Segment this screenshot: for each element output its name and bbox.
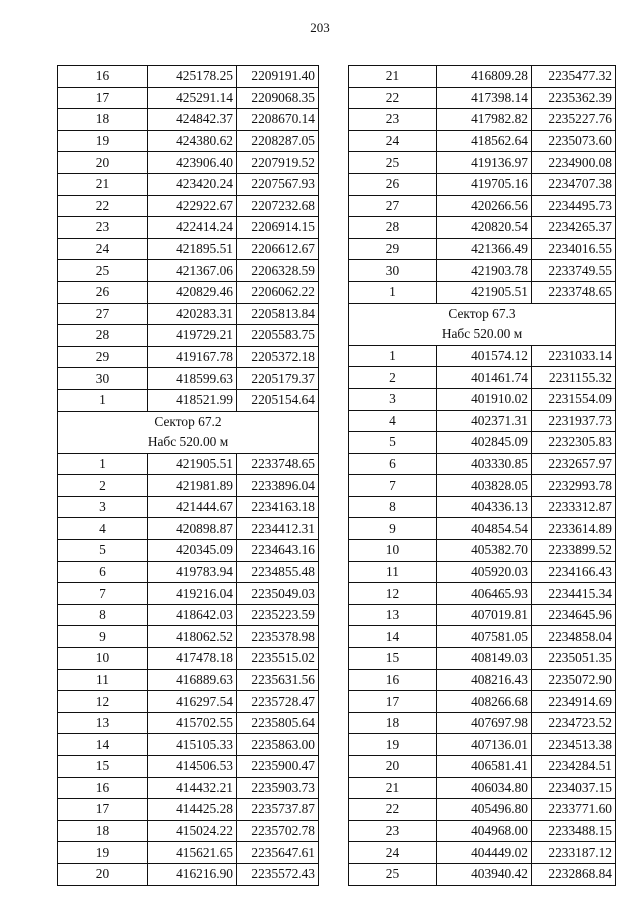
x-coordinate: 405920.03	[437, 561, 532, 583]
table-row	[58, 260, 319, 282]
point-number: 29	[349, 238, 437, 260]
point-number: 9	[349, 518, 437, 540]
table-row	[58, 583, 319, 605]
table-row	[349, 863, 616, 885]
x-coordinate: 420266.56	[437, 195, 532, 217]
y-coordinate: 2234016.55	[532, 238, 616, 260]
x-coordinate: 404336.13	[437, 496, 532, 518]
x-coordinate: 419167.78	[148, 346, 237, 368]
table-row	[58, 87, 319, 109]
point-number: 16	[58, 777, 148, 799]
x-coordinate: 419216.04	[148, 583, 237, 605]
y-coordinate: 2231554.09	[532, 388, 616, 410]
y-coordinate: 2209191.40	[237, 66, 319, 88]
y-coordinate: 2233748.65	[237, 453, 319, 475]
point-number: 7	[349, 475, 437, 497]
y-coordinate: 2234900.08	[532, 152, 616, 174]
x-coordinate: 416297.54	[148, 691, 237, 713]
x-coordinate: 403940.42	[437, 863, 532, 885]
y-coordinate: 2232993.78	[532, 475, 616, 497]
x-coordinate: 404968.00	[437, 820, 532, 842]
x-coordinate: 418062.52	[148, 626, 237, 648]
coordinates-table-left	[57, 65, 319, 886]
point-number: 1	[349, 345, 437, 367]
section-name: Сектор 67.3	[349, 303, 616, 324]
y-coordinate: 2233312.87	[532, 496, 616, 518]
y-coordinate: 2234284.51	[532, 756, 616, 778]
point-number: 20	[58, 863, 148, 885]
table-row	[349, 217, 616, 239]
point-number: 24	[349, 130, 437, 152]
y-coordinate: 2207567.93	[237, 173, 319, 195]
table-row	[349, 432, 616, 454]
table-row	[349, 238, 616, 260]
y-coordinate: 2235863.00	[237, 734, 319, 756]
x-coordinate: 417478.18	[148, 648, 237, 670]
x-coordinate: 420283.31	[148, 303, 237, 325]
point-number: 8	[349, 496, 437, 518]
point-number: 23	[58, 217, 148, 239]
table-row	[349, 410, 616, 432]
x-coordinate: 420345.09	[148, 540, 237, 562]
x-coordinate: 419136.97	[437, 152, 532, 174]
x-coordinate: 419729.21	[148, 325, 237, 347]
x-coordinate: 407136.01	[437, 734, 532, 756]
table-row	[58, 820, 319, 842]
point-number: 11	[58, 669, 148, 691]
table-row	[58, 604, 319, 626]
y-coordinate: 2207232.68	[237, 195, 319, 217]
x-coordinate: 407581.05	[437, 626, 532, 648]
x-coordinate: 418642.03	[148, 604, 237, 626]
section-altitude: Набс 520.00 м	[58, 432, 319, 453]
x-coordinate: 425291.14	[148, 87, 237, 109]
y-coordinate: 2234415.34	[532, 583, 616, 605]
x-coordinate: 414425.28	[148, 799, 237, 821]
point-number: 15	[349, 648, 437, 670]
point-number: 28	[58, 325, 148, 347]
table-row	[349, 518, 616, 540]
y-coordinate: 2235378.98	[237, 626, 319, 648]
y-coordinate: 2205179.37	[237, 368, 319, 390]
x-coordinate: 401574.12	[437, 345, 532, 367]
point-number: 20	[349, 756, 437, 778]
x-coordinate: 414506.53	[148, 756, 237, 778]
point-number: 12	[349, 583, 437, 605]
table-row	[58, 777, 319, 799]
y-coordinate: 2234858.04	[532, 626, 616, 648]
x-coordinate: 419783.94	[148, 561, 237, 583]
y-coordinate: 2235572.43	[237, 863, 319, 885]
table-row	[349, 367, 616, 389]
table-row	[58, 540, 319, 562]
table-row	[58, 238, 319, 260]
point-number: 16	[349, 669, 437, 691]
point-number: 22	[58, 195, 148, 217]
y-coordinate: 2235631.56	[237, 669, 319, 691]
y-coordinate: 2206612.67	[237, 238, 319, 260]
point-number: 22	[349, 799, 437, 821]
y-coordinate: 2209068.35	[237, 87, 319, 109]
table-row	[349, 345, 616, 367]
x-coordinate: 414432.21	[148, 777, 237, 799]
y-coordinate: 2235728.47	[237, 691, 319, 713]
table-row	[58, 756, 319, 778]
x-coordinate: 422414.24	[148, 217, 237, 239]
table-row	[349, 820, 616, 842]
y-coordinate: 2233771.60	[532, 799, 616, 821]
section-altitude-row	[58, 432, 319, 453]
point-number: 17	[58, 87, 148, 109]
point-number: 20	[58, 152, 148, 174]
y-coordinate: 2234265.37	[532, 217, 616, 239]
y-coordinate: 2208670.14	[237, 109, 319, 131]
y-coordinate: 2234412.31	[237, 518, 319, 540]
table-row	[58, 734, 319, 756]
point-number: 19	[349, 734, 437, 756]
x-coordinate: 417982.82	[437, 109, 532, 131]
y-coordinate: 2234914.69	[532, 691, 616, 713]
x-coordinate: 416216.90	[148, 863, 237, 885]
y-coordinate: 2233899.52	[532, 540, 616, 562]
point-number: 1	[58, 389, 148, 411]
x-coordinate: 401461.74	[437, 367, 532, 389]
y-coordinate: 2206062.22	[237, 281, 319, 303]
x-coordinate: 405496.80	[437, 799, 532, 821]
y-coordinate: 2235805.64	[237, 712, 319, 734]
table-row	[58, 173, 319, 195]
x-coordinate: 423420.24	[148, 173, 237, 195]
x-coordinate: 422922.67	[148, 195, 237, 217]
y-coordinate: 2234723.52	[532, 712, 616, 734]
point-number: 10	[349, 540, 437, 562]
y-coordinate: 2234855.48	[237, 561, 319, 583]
x-coordinate: 404449.02	[437, 842, 532, 864]
table-row	[349, 195, 616, 217]
table-row	[58, 626, 319, 648]
table-row	[349, 583, 616, 605]
point-number: 14	[349, 626, 437, 648]
point-number: 1	[349, 281, 437, 303]
point-number: 11	[349, 561, 437, 583]
x-coordinate: 415702.55	[148, 712, 237, 734]
x-coordinate: 408149.03	[437, 648, 532, 670]
point-number: 21	[349, 66, 437, 88]
table-row	[349, 777, 616, 799]
table-row	[349, 475, 616, 497]
y-coordinate: 2234513.38	[532, 734, 616, 756]
y-coordinate: 2234643.16	[237, 540, 319, 562]
point-number: 27	[58, 303, 148, 325]
point-number: 3	[349, 388, 437, 410]
y-coordinate: 2234163.18	[237, 496, 319, 518]
x-coordinate: 417398.14	[437, 87, 532, 109]
table-row	[349, 388, 616, 410]
point-number: 27	[349, 195, 437, 217]
table-row	[58, 561, 319, 583]
point-number: 10	[58, 648, 148, 670]
point-number: 30	[58, 368, 148, 390]
table-row	[349, 260, 616, 282]
table-row	[58, 130, 319, 152]
x-coordinate: 425178.25	[148, 66, 237, 88]
x-coordinate: 402371.31	[437, 410, 532, 432]
table-row	[349, 648, 616, 670]
point-number: 24	[349, 842, 437, 864]
y-coordinate: 2232657.97	[532, 453, 616, 475]
y-coordinate: 2235515.02	[237, 648, 319, 670]
y-coordinate: 2205583.75	[237, 325, 319, 347]
table-row	[349, 561, 616, 583]
table-row	[58, 496, 319, 518]
y-coordinate: 2233749.55	[532, 260, 616, 282]
table-row	[349, 173, 616, 195]
point-number: 22	[349, 87, 437, 109]
point-number: 13	[58, 712, 148, 734]
y-coordinate: 2235362.39	[532, 87, 616, 109]
point-number: 15	[58, 756, 148, 778]
table-row	[58, 691, 319, 713]
point-number: 21	[349, 777, 437, 799]
point-number: 5	[349, 432, 437, 454]
x-coordinate: 404854.54	[437, 518, 532, 540]
table-row	[58, 217, 319, 239]
table-row	[58, 669, 319, 691]
point-number: 7	[58, 583, 148, 605]
y-coordinate: 2232305.83	[532, 432, 616, 454]
table-row	[58, 453, 319, 475]
point-number: 5	[58, 540, 148, 562]
x-coordinate: 421367.06	[148, 260, 237, 282]
y-coordinate: 2235051.35	[532, 648, 616, 670]
point-number: 18	[58, 820, 148, 842]
point-number: 25	[58, 260, 148, 282]
y-coordinate: 2235049.03	[237, 583, 319, 605]
x-coordinate: 418562.64	[437, 130, 532, 152]
x-coordinate: 406034.80	[437, 777, 532, 799]
x-coordinate: 408266.68	[437, 691, 532, 713]
table-row	[349, 691, 616, 713]
x-coordinate: 424380.62	[148, 130, 237, 152]
y-coordinate: 2231155.32	[532, 367, 616, 389]
y-coordinate: 2235227.76	[532, 109, 616, 131]
x-coordinate: 416889.63	[148, 669, 237, 691]
table-row	[58, 346, 319, 368]
table-row	[58, 281, 319, 303]
y-coordinate: 2206914.15	[237, 217, 319, 239]
table-row	[349, 799, 616, 821]
table-row	[349, 756, 616, 778]
x-coordinate: 421905.51	[437, 281, 532, 303]
table-row	[349, 540, 616, 562]
y-coordinate: 2234645.96	[532, 604, 616, 626]
point-number: 16	[58, 66, 148, 88]
x-coordinate: 424842.37	[148, 109, 237, 131]
point-number: 6	[349, 453, 437, 475]
y-coordinate: 2235702.78	[237, 820, 319, 842]
y-coordinate: 2235900.47	[237, 756, 319, 778]
section-title-row	[349, 303, 616, 324]
y-coordinate: 2207919.52	[237, 152, 319, 174]
x-coordinate: 407697.98	[437, 712, 532, 734]
x-coordinate: 419705.16	[437, 173, 532, 195]
table-row	[58, 109, 319, 131]
point-number: 13	[349, 604, 437, 626]
x-coordinate: 421903.78	[437, 260, 532, 282]
y-coordinate: 2234166.43	[532, 561, 616, 583]
x-coordinate: 420829.46	[148, 281, 237, 303]
point-number: 4	[349, 410, 437, 432]
x-coordinate: 423906.40	[148, 152, 237, 174]
table-row	[58, 152, 319, 174]
point-number: 26	[349, 173, 437, 195]
point-number: 23	[349, 820, 437, 842]
table-row	[58, 475, 319, 497]
point-number: 28	[349, 217, 437, 239]
table-row	[349, 626, 616, 648]
point-number: 23	[349, 109, 437, 131]
y-coordinate: 2206328.59	[237, 260, 319, 282]
table-row	[58, 712, 319, 734]
point-number: 24	[58, 238, 148, 260]
table-row	[58, 389, 319, 411]
table-row	[349, 130, 616, 152]
x-coordinate: 406581.41	[437, 756, 532, 778]
x-coordinate: 406465.93	[437, 583, 532, 605]
coordinates-table-right	[348, 65, 616, 886]
point-number: 21	[58, 173, 148, 195]
y-coordinate: 2235903.73	[237, 777, 319, 799]
point-number: 14	[58, 734, 148, 756]
point-number: 9	[58, 626, 148, 648]
point-number: 19	[58, 842, 148, 864]
y-coordinate: 2235647.61	[237, 842, 319, 864]
table-row	[58, 303, 319, 325]
y-coordinate: 2235477.32	[532, 66, 616, 88]
table-row	[58, 368, 319, 390]
point-number: 8	[58, 604, 148, 626]
y-coordinate: 2233488.15	[532, 820, 616, 842]
x-coordinate: 421895.51	[148, 238, 237, 260]
table-row	[349, 109, 616, 131]
y-coordinate: 2235223.59	[237, 604, 319, 626]
point-number: 2	[58, 475, 148, 497]
x-coordinate: 415621.65	[148, 842, 237, 864]
x-coordinate: 403828.05	[437, 475, 532, 497]
table-row	[349, 152, 616, 174]
point-number: 6	[58, 561, 148, 583]
section-title-row	[58, 411, 319, 432]
point-number: 18	[349, 712, 437, 734]
y-coordinate: 2205154.64	[237, 389, 319, 411]
y-coordinate: 2235072.90	[532, 669, 616, 691]
y-coordinate: 2233187.12	[532, 842, 616, 864]
point-number: 25	[349, 152, 437, 174]
table-row	[349, 712, 616, 734]
table-row	[58, 195, 319, 217]
table-row	[349, 734, 616, 756]
y-coordinate: 2235737.87	[237, 799, 319, 821]
x-coordinate: 403330.85	[437, 453, 532, 475]
point-number: 25	[349, 863, 437, 885]
section-altitude: Набс 520.00 м	[349, 324, 616, 345]
table-row	[349, 669, 616, 691]
y-coordinate: 2231937.73	[532, 410, 616, 432]
table-row	[349, 842, 616, 864]
table-row	[58, 648, 319, 670]
point-number: 26	[58, 281, 148, 303]
point-number: 1	[58, 453, 148, 475]
section-altitude-row	[349, 324, 616, 345]
x-coordinate: 421366.49	[437, 238, 532, 260]
y-coordinate: 2233896.04	[237, 475, 319, 497]
page-number: 203	[310, 20, 330, 35]
y-coordinate: 2235073.60	[532, 130, 616, 152]
table-row	[58, 863, 319, 885]
table-row	[349, 66, 616, 88]
x-coordinate: 415024.22	[148, 820, 237, 842]
x-coordinate: 420898.87	[148, 518, 237, 540]
y-coordinate: 2233748.65	[532, 281, 616, 303]
point-number: 30	[349, 260, 437, 282]
table-row	[58, 842, 319, 864]
table-row	[349, 87, 616, 109]
x-coordinate: 407019.81	[437, 604, 532, 626]
table-row	[349, 604, 616, 626]
x-coordinate: 405382.70	[437, 540, 532, 562]
x-coordinate: 415105.33	[148, 734, 237, 756]
table-row	[58, 66, 319, 88]
table-row	[58, 518, 319, 540]
point-number: 17	[58, 799, 148, 821]
y-coordinate: 2205813.84	[237, 303, 319, 325]
x-coordinate: 416809.28	[437, 66, 532, 88]
point-number: 2	[349, 367, 437, 389]
y-coordinate: 2205372.18	[237, 346, 319, 368]
table-row	[349, 496, 616, 518]
y-coordinate: 2208287.05	[237, 130, 319, 152]
table-row	[58, 799, 319, 821]
point-number: 17	[349, 691, 437, 713]
y-coordinate: 2234037.15	[532, 777, 616, 799]
x-coordinate: 421981.89	[148, 475, 237, 497]
x-coordinate: 402845.09	[437, 432, 532, 454]
point-number: 29	[58, 346, 148, 368]
x-coordinate: 421905.51	[148, 453, 237, 475]
point-number: 18	[58, 109, 148, 131]
table-row	[349, 453, 616, 475]
point-number: 3	[58, 496, 148, 518]
x-coordinate: 408216.43	[437, 669, 532, 691]
x-coordinate: 420820.54	[437, 217, 532, 239]
y-coordinate: 2234495.73	[532, 195, 616, 217]
section-name: Сектор 67.2	[58, 411, 319, 432]
x-coordinate: 421444.67	[148, 496, 237, 518]
y-coordinate: 2234707.38	[532, 173, 616, 195]
table-row	[58, 325, 319, 347]
point-number: 12	[58, 691, 148, 713]
x-coordinate: 418599.63	[148, 368, 237, 390]
y-coordinate: 2232868.84	[532, 863, 616, 885]
x-coordinate: 418521.99	[148, 389, 237, 411]
point-number: 19	[58, 130, 148, 152]
y-coordinate: 2233614.89	[532, 518, 616, 540]
x-coordinate: 401910.02	[437, 388, 532, 410]
y-coordinate: 2231033.14	[532, 345, 616, 367]
table-row	[349, 281, 616, 303]
point-number: 4	[58, 518, 148, 540]
